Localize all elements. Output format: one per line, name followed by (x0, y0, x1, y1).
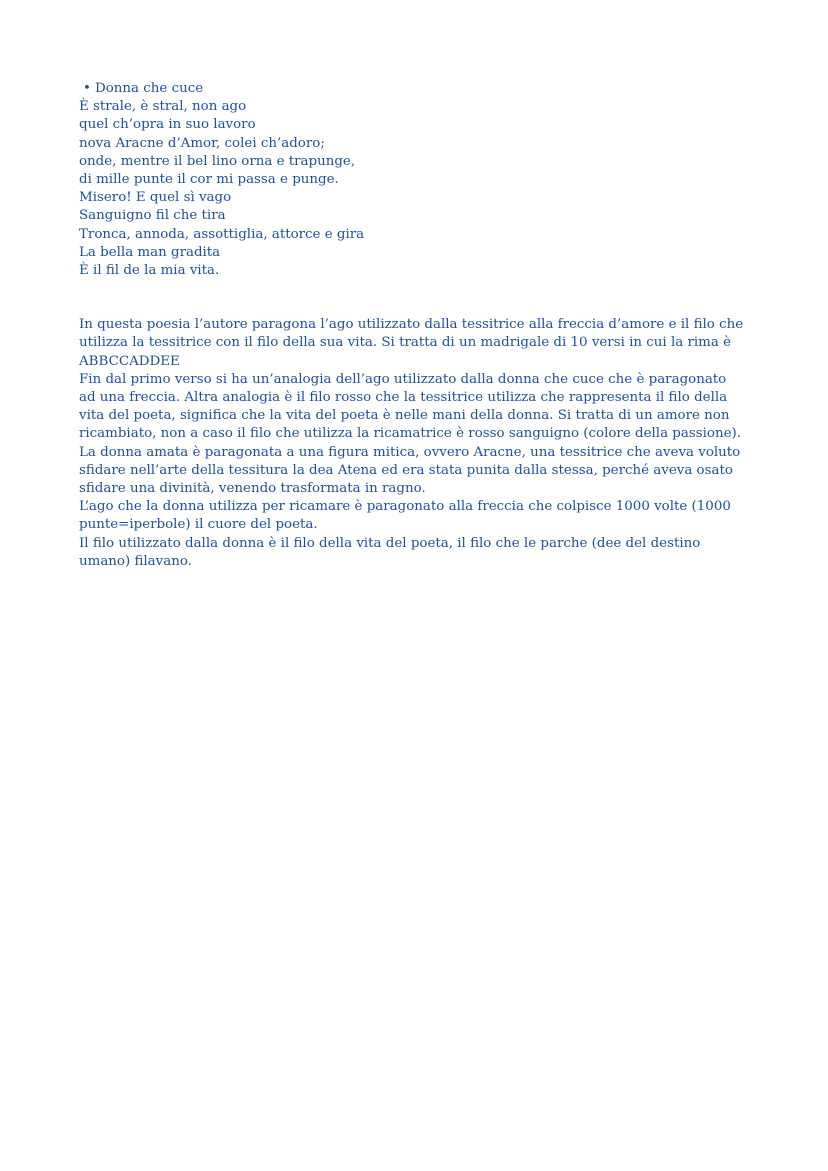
document-page (79, 80, 747, 571)
poem-line: onde, mentre il bel lino orna e trapunge, (79, 153, 356, 169)
poem-line: Misero! E quel sì vago (79, 190, 232, 206)
commentary-block (79, 316, 747, 571)
poem-title: Donna che cuce (95, 81, 204, 96)
poem-line: La bella man gradita (79, 244, 221, 260)
poem-line: nova Aracne d’Amor, colei ch’adoro; (79, 135, 325, 151)
commentary-paragraph: In questa poesia l’autore paragona l’ago utilizzato dalla tessitrice alla freccia d’amore e il filo che utilizza la tessitrice con il filo della sua vita. Si tratta di un madrigale di 10 versi in cui la rima è ABBCCADDEE (79, 317, 744, 369)
commentary-paragraph: Il filo utilizzato dalla donna è il filo della vita del poeta, il filo che le parche (dee del destino umano) filavano. (79, 535, 701, 569)
bullet-icon: • (83, 81, 91, 96)
poem-line: di mille punte il cor mi passa e punge. (79, 172, 339, 188)
poem-line: Sanguigno fil che tira (79, 208, 226, 224)
poem-line: È strale, è stral, non ago (79, 99, 247, 115)
poem-line: È il fil de la mia vita. (79, 263, 220, 279)
poem-line: Tronca, annoda, assottiglia, attorce e gira (79, 226, 365, 242)
poem-title-item (79, 80, 747, 98)
poem-line: quel ch’opra in suo lavoro (79, 117, 256, 133)
commentary-paragraph: L’ago che la donna utilizza per ricamare è paragonato alla freccia che colpisce 1000 volte (1000 punte=iperbole) il cuore del poeta. (79, 499, 731, 533)
commentary-paragraph: Fin dal primo verso si ha un’analogia dell’ago utilizzato dalla donna che cuce che è paragonato ad una freccia. Altra analogia è il filo rosso che la tessitrice utilizza che rappresenta il filo della vita del poeta, significa che la vita del poeta è nelle mani della donna. Si tratta di un amore non ricambiato, non a caso il filo che utilizza la ricamatrice è rosso sanguigno (colore della passione). (79, 371, 741, 442)
commentary-paragraph: La donna amata è paragonata a una figura mitica, ovvero Aracne, una tessitrice che aveva voluto sfidare nell’arte della tessitura la dea Atena ed era stata punita dalla stessa, perché aveva osato sfidare una divinità, venendo trasformata in ragno. (79, 444, 741, 497)
poem-block (79, 80, 747, 280)
